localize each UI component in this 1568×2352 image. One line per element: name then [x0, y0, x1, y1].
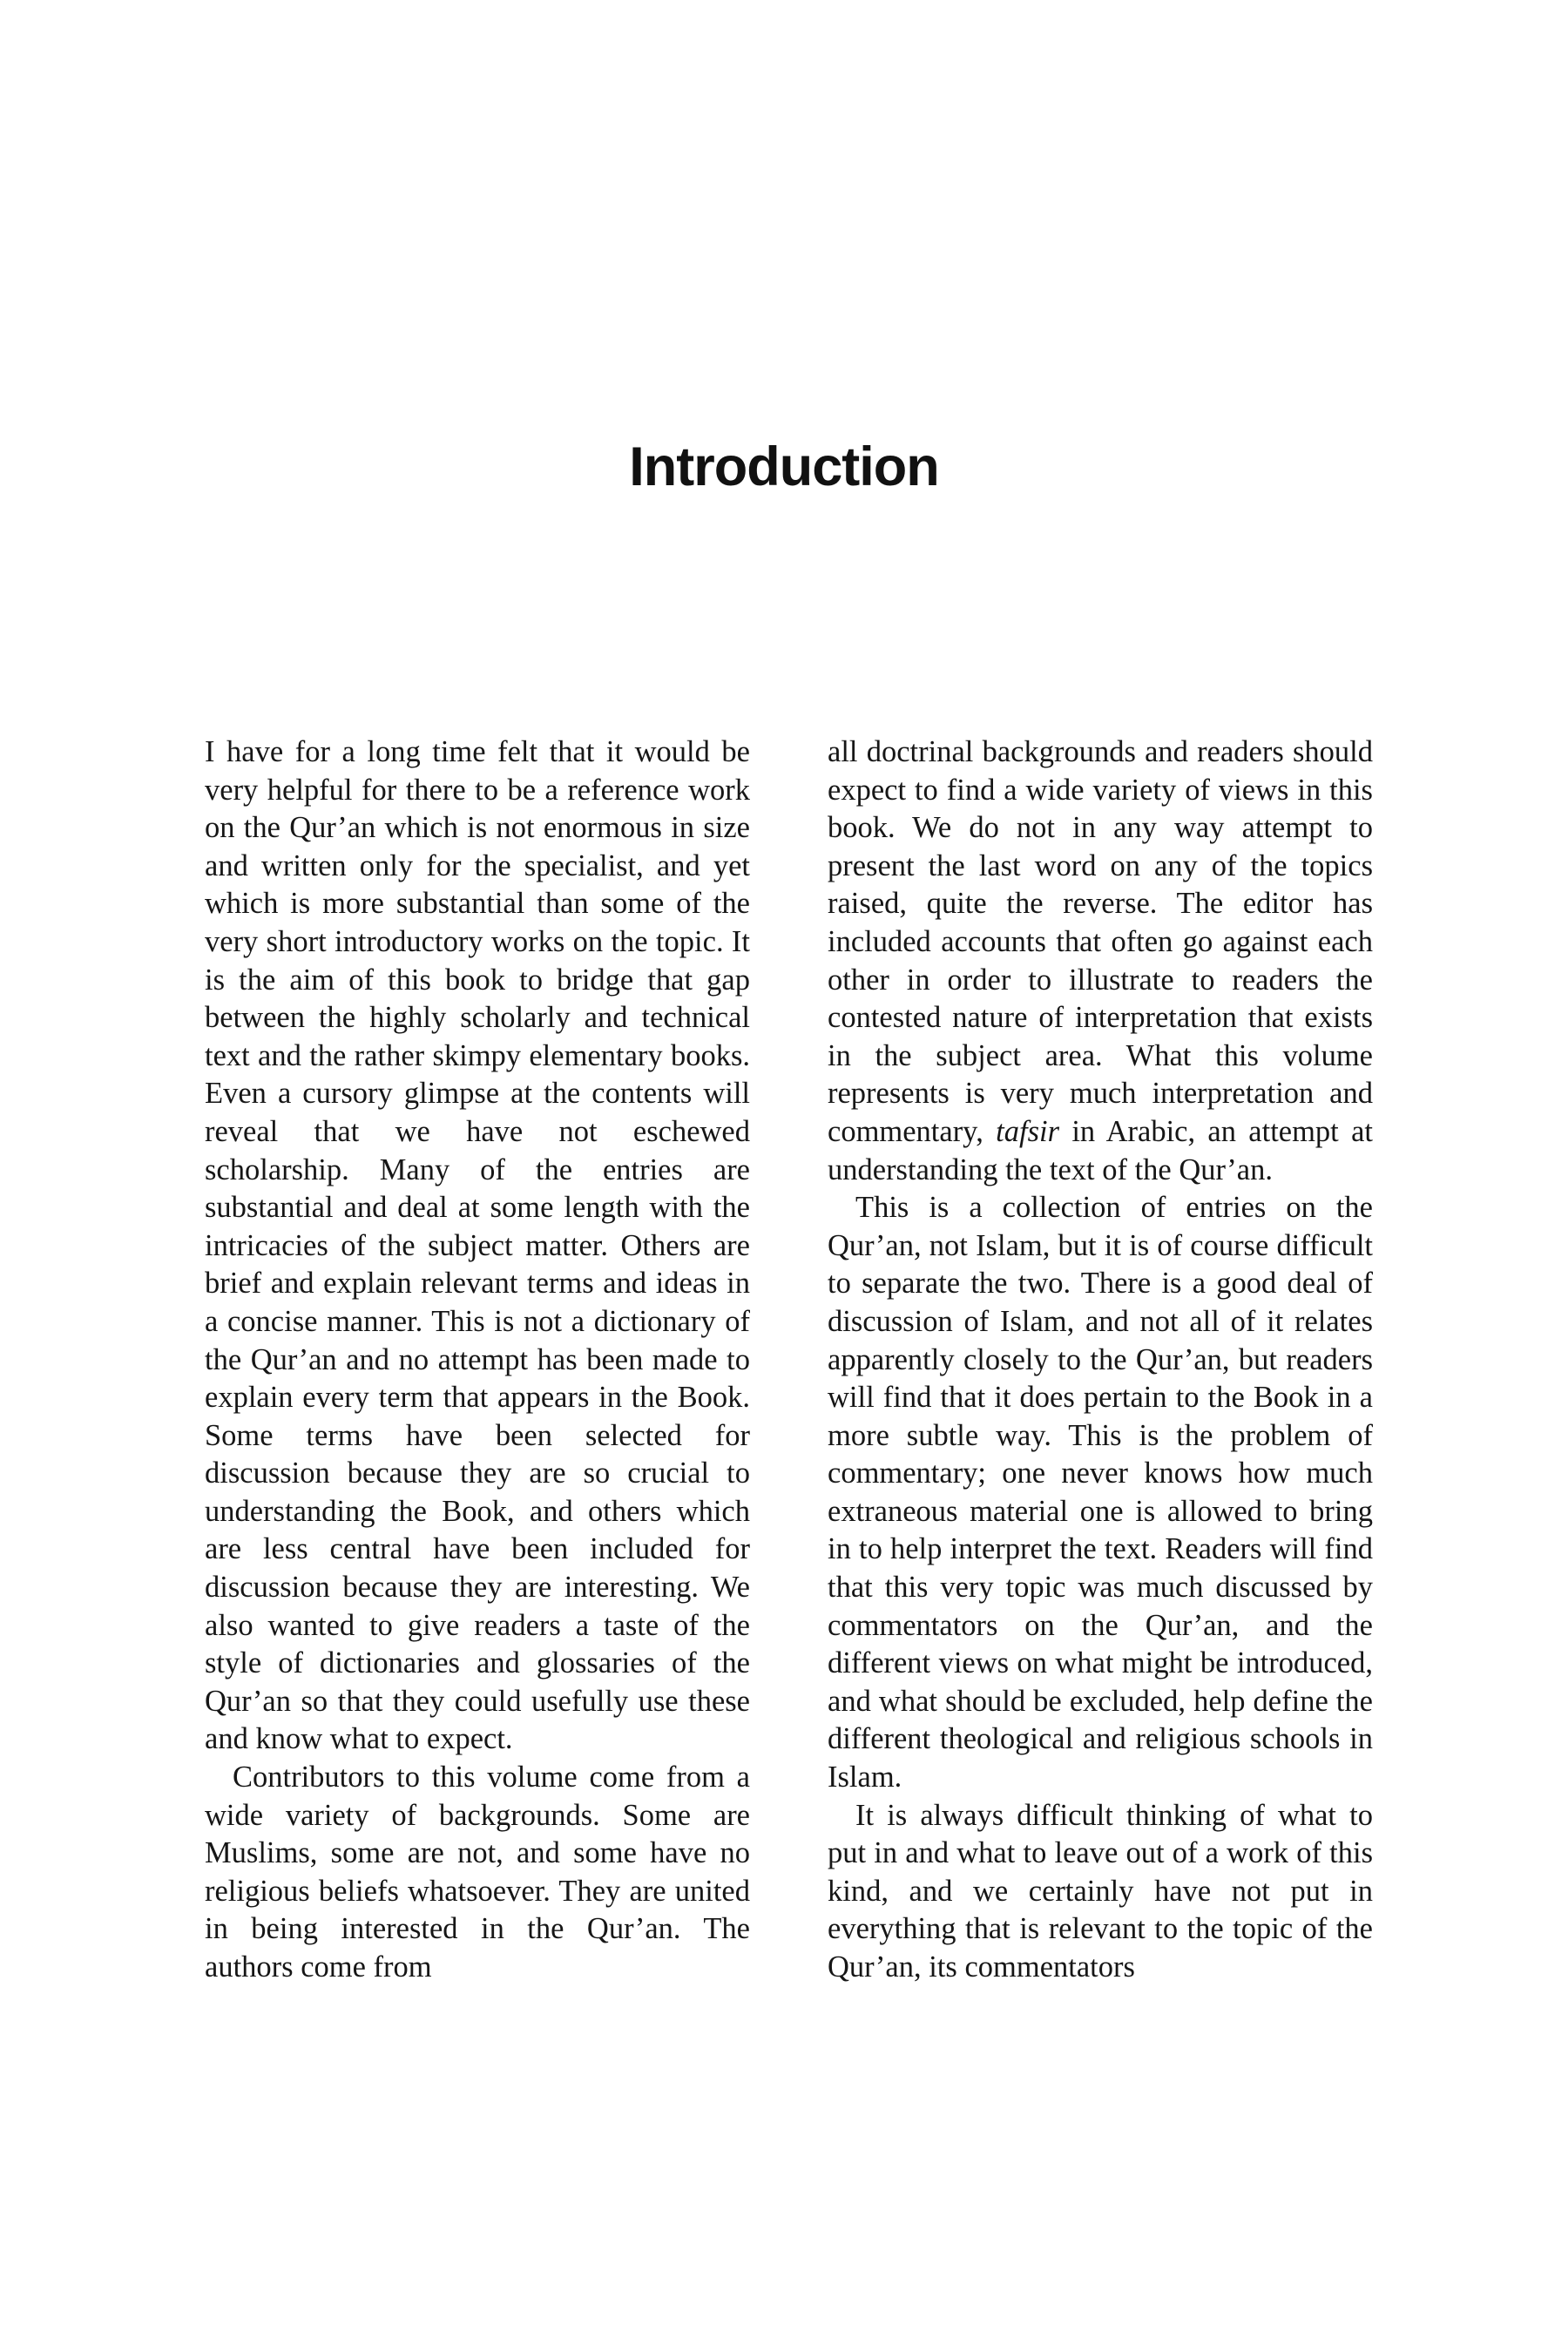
left-text-column [205, 733, 750, 1987]
page-title: Introduction [629, 436, 939, 497]
paragraph: It is always difficult thinking of what to put in and what to leave out of a work of this kind, and we certainly have not put in everything that is relevant to the topic of the Qur’an, its commentators [828, 1798, 1373, 1984]
right-text-column [828, 733, 1373, 1987]
paragraph: This is a collection of entries on the Qur’an, not Islam, but it is of course difficult to separate the two. There is a good deal of discussion of Islam, and not all of it relates apparently closely to the Qur’an, but readers will find that it does pertain to the Book in a more subtle way. This is the problem of commentary; one never knows how much extraneous material one is allowed to bring in to help interpret the text. Readers will find that this very topic was much discussed by commentators on the Qur’an, and the different views on what might be introduced, and what should be excluded, help define the different theological and religious schools in Islam. [828, 1191, 1373, 1794]
italic-term: tafsir [996, 1114, 1060, 1148]
paragraph-text: all doctrinal backgrounds and readers should expect to find a wide variety of views in this book. We do not in any way attempt to present the last word on any of the topics raised, quite the reverse. The editor has included accounts that often go against each other in order to illustrate to readers the contested nature of interpretation that exists in the subject area. What this volume represents is very much interpretation and commentary, [828, 735, 1373, 1148]
paragraph: I have for a long time felt that it would be very helpful for there to be a reference work on the Qur’an which is not enormous in size and written only for the specialist, and yet which is more substantial than some of the very short introductory works on the topic. It is the aim of this book to bridge that gap between the highly scholarly and technical text and the rather skimpy elementary books. Even a cursory glimpse at the contents will reveal that we have not eschewed scholarship. Many of the entries are substantial and deal at some length with the intricacies of the subject matter. Others are brief and explain relevant terms and ideas in a concise manner. This is not a dictionary of the Qur’an and no attempt has been made to explain every term that appears in the Book. Some terms have been selected for discussion because they are so crucial to understanding the Book, and others which are less central have been included for discussion because they are interesting. We also wanted to give readers a taste of the style of dictionaries and glossaries of the Qur’an so that they could usefully use these and know what to expect. [205, 735, 750, 1756]
paragraph [828, 733, 1373, 1189]
paragraph-text: in Arabic, an attempt at understanding the text of the Qur’an. [828, 1114, 1373, 1186]
paragraph: Contributors to this volume come from a wide variety of backgrounds. Some are Muslims, some are not, and some have no religious beliefs whatsoever. They are united in being interested in the Qur’an. The authors come from [205, 1761, 750, 1984]
